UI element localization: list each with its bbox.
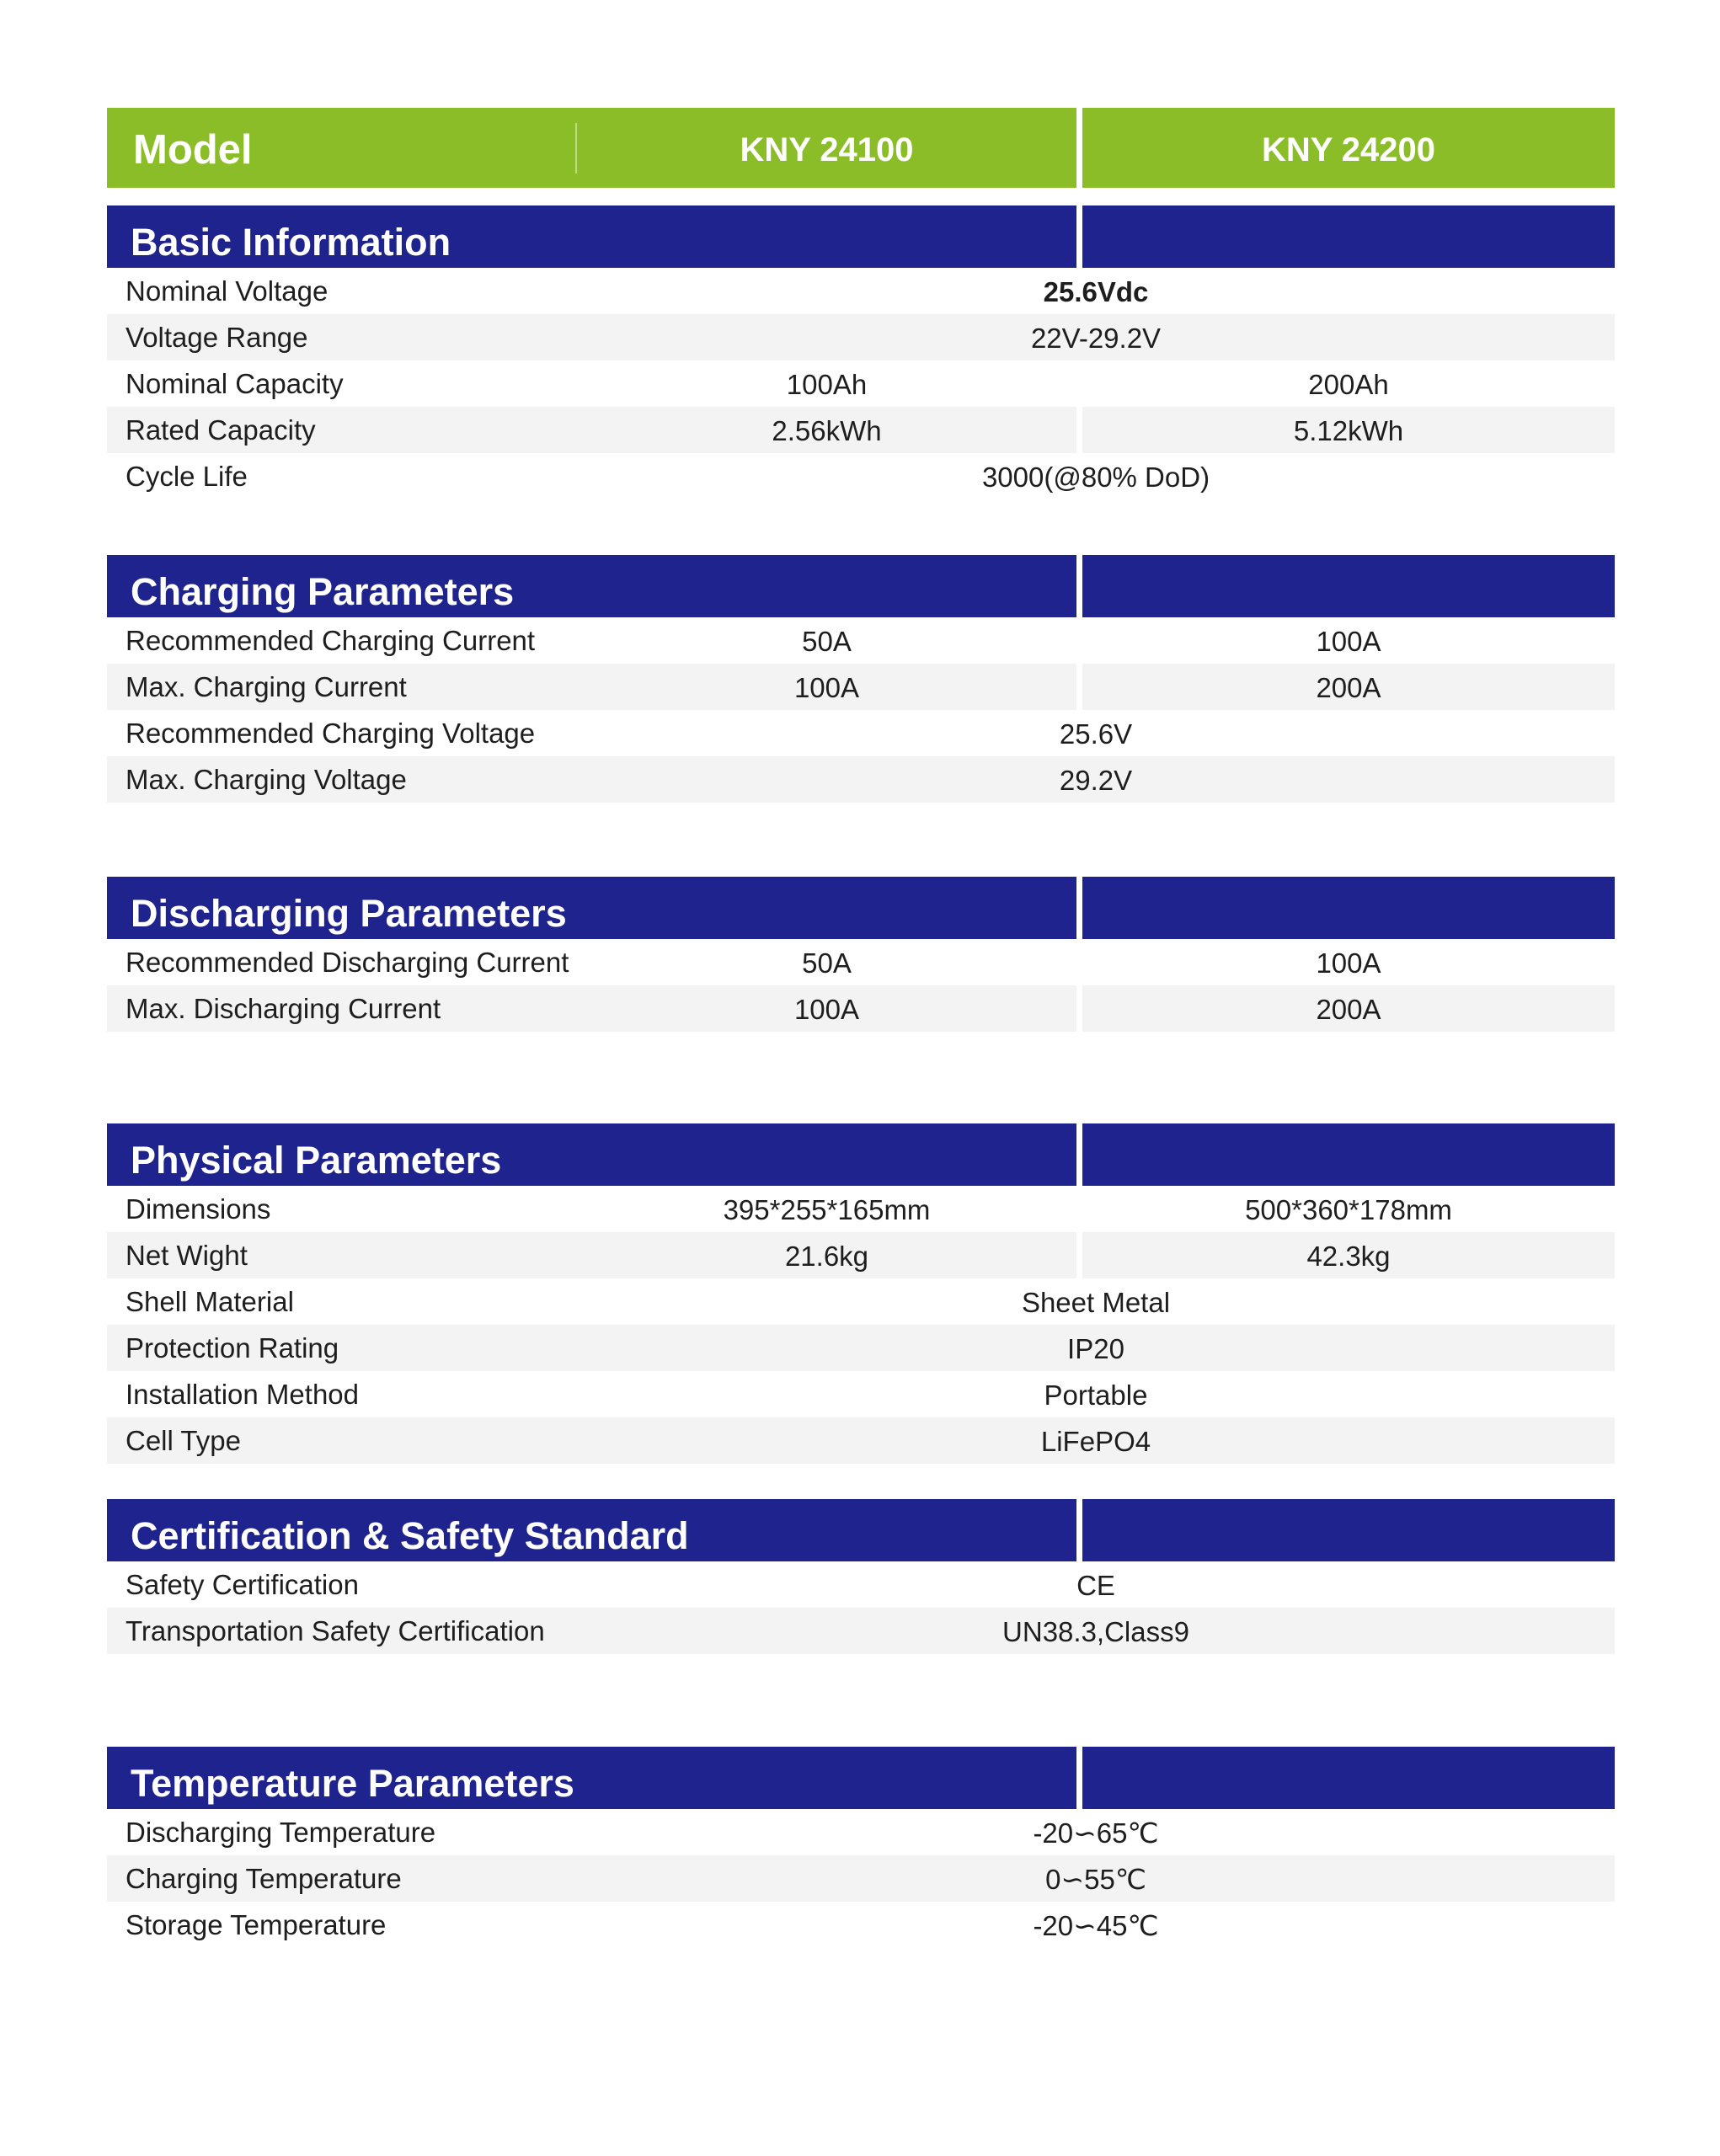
table-row — [107, 268, 1615, 314]
section-title: Charging Parameters — [131, 570, 515, 613]
table-row — [107, 1561, 1615, 1608]
row-label: Max. Discharging Current — [126, 993, 441, 1024]
row-label: Protection Rating — [126, 1332, 339, 1364]
value-kny24100: 50A — [802, 947, 852, 979]
model-header-left — [107, 108, 1076, 188]
value-shared: Portable — [1044, 1380, 1148, 1411]
section-title: Physical Parameters — [131, 1139, 502, 1182]
table-row — [107, 939, 1615, 985]
row-label: Transportation Safety Certification — [126, 1615, 545, 1646]
table-row — [107, 453, 1615, 499]
section-header-right — [1082, 1499, 1615, 1561]
model-header — [107, 108, 1615, 188]
table-row — [107, 314, 1615, 360]
table-row — [107, 1902, 1615, 1948]
table-row — [107, 756, 1615, 803]
section-discharging-parameters — [107, 877, 1615, 1032]
section-header — [107, 555, 1615, 617]
value-shared: -20∽45℃ — [1033, 1910, 1159, 1941]
row-label: Max. Charging Current — [126, 671, 407, 702]
value-shared: 3000(@80% DoD) — [981, 462, 1210, 493]
value-shared: 25.6Vdc — [1043, 276, 1149, 307]
table-row — [107, 1186, 1615, 1232]
section-header — [107, 1747, 1615, 1809]
value-kny24100: 2.56kWh — [772, 415, 882, 446]
section-title: Discharging Parameters — [131, 892, 567, 935]
section-title: Basic Information — [131, 221, 451, 264]
value-kny24100: 50A — [802, 626, 852, 657]
section-header-left — [107, 877, 1076, 939]
row-label: Charging Temperature — [126, 1863, 402, 1894]
value-shared: CE — [1076, 1570, 1115, 1601]
section-header-right — [1082, 1123, 1615, 1186]
model-name-kny24200: KNY 24200 — [1261, 131, 1436, 168]
value-kny24200: 100A — [1316, 626, 1381, 657]
spec-sections — [107, 205, 1615, 1948]
spec-sheet — [107, 108, 1615, 1948]
section-header-right — [1082, 1747, 1615, 1809]
section-temperature-parameters — [107, 1747, 1615, 1948]
table-row — [107, 710, 1615, 756]
value-kny24200: 200A — [1316, 672, 1381, 703]
row-label: Recommended Charging Voltage — [126, 718, 536, 749]
value-shared: IP20 — [1067, 1333, 1124, 1364]
value-kny24200: 200A — [1316, 994, 1381, 1025]
section-header — [107, 1499, 1615, 1561]
value-kny24100: 395*255*165mm — [723, 1194, 931, 1225]
row-label: Installation Method — [126, 1379, 360, 1410]
section-header-left — [107, 555, 1076, 617]
section-header-left — [107, 1123, 1076, 1186]
section-physical-parameters — [107, 1123, 1615, 1464]
section-charging-parameters — [107, 555, 1615, 803]
value-kny24200: 500*360*178mm — [1245, 1194, 1452, 1225]
row-label: Safety Certification — [126, 1569, 359, 1600]
section-title: Certification & Safety Standard — [131, 1514, 689, 1557]
row-label: Nominal Capacity — [126, 368, 344, 399]
value-shared: UN38.3,Class9 — [1002, 1616, 1189, 1647]
row-label: Cell Type — [126, 1425, 241, 1456]
table-row — [107, 1417, 1615, 1464]
table-row — [107, 617, 1615, 664]
value-kny24100: 100A — [793, 994, 860, 1025]
value-shared: LiFePO4 — [1040, 1426, 1151, 1457]
value-kny24100: 100A — [793, 672, 860, 703]
value-shared: Sheet Metal — [1021, 1287, 1171, 1318]
table-row — [107, 1855, 1615, 1902]
model-label: Model — [133, 127, 253, 173]
table-row — [107, 985, 1615, 1032]
section-basic-information — [107, 205, 1615, 499]
row-label: Net Wight — [126, 1240, 248, 1271]
table-row — [107, 1325, 1615, 1371]
table-row — [107, 1809, 1615, 1855]
value-kny24200: 42.3kg — [1306, 1241, 1391, 1272]
table-row — [107, 1371, 1615, 1417]
value-shared: -20∽65℃ — [1033, 1817, 1159, 1849]
row-label: Dimensions — [126, 1193, 271, 1225]
section-header-left — [107, 1747, 1076, 1809]
model-header-right — [1082, 108, 1615, 188]
table-row — [107, 360, 1615, 407]
row-label: Discharging Temperature — [126, 1817, 436, 1848]
row-label: Recommended Charging Current — [126, 625, 536, 656]
section-header-right — [1082, 555, 1615, 617]
section-header — [107, 877, 1615, 939]
table-row — [107, 664, 1615, 710]
value-kny24200: 5.12kWh — [1293, 415, 1404, 446]
row-label: Cycle Life — [126, 461, 248, 492]
value-shared: 25.6V — [1059, 718, 1133, 750]
value-kny24100: 100Ah — [786, 369, 868, 400]
table-row — [107, 1232, 1615, 1278]
section-header-left — [107, 205, 1076, 268]
row-label: Rated Capacity — [126, 414, 316, 446]
row-label: Shell Material — [126, 1286, 294, 1317]
section-certification-safety — [107, 1499, 1615, 1654]
section-header — [107, 1123, 1615, 1186]
value-kny24200: 200Ah — [1308, 369, 1389, 400]
row-label: Recommended Discharging Current — [126, 947, 569, 978]
section-header-left — [107, 1499, 1076, 1561]
value-shared: 29.2V — [1059, 765, 1133, 796]
row-label: Voltage Range — [126, 322, 308, 353]
row-label: Nominal Voltage — [126, 275, 329, 307]
table-row — [107, 1608, 1615, 1654]
section-header-right — [1082, 877, 1615, 939]
row-label: Max. Charging Voltage — [126, 764, 407, 795]
table-row — [107, 407, 1615, 453]
table-row — [107, 1278, 1615, 1325]
value-shared: 22V-29.2V — [1030, 323, 1162, 354]
model-name-kny24100: KNY 24100 — [740, 131, 914, 168]
value-kny24200: 100A — [1316, 947, 1381, 979]
value-shared: 0∽55℃ — [1045, 1864, 1146, 1895]
section-header-right — [1082, 205, 1615, 268]
row-label: Storage Temperature — [126, 1909, 387, 1940]
value-kny24100: 21.6kg — [784, 1241, 869, 1272]
section-title: Temperature Parameters — [131, 1762, 574, 1805]
section-header — [107, 205, 1615, 268]
